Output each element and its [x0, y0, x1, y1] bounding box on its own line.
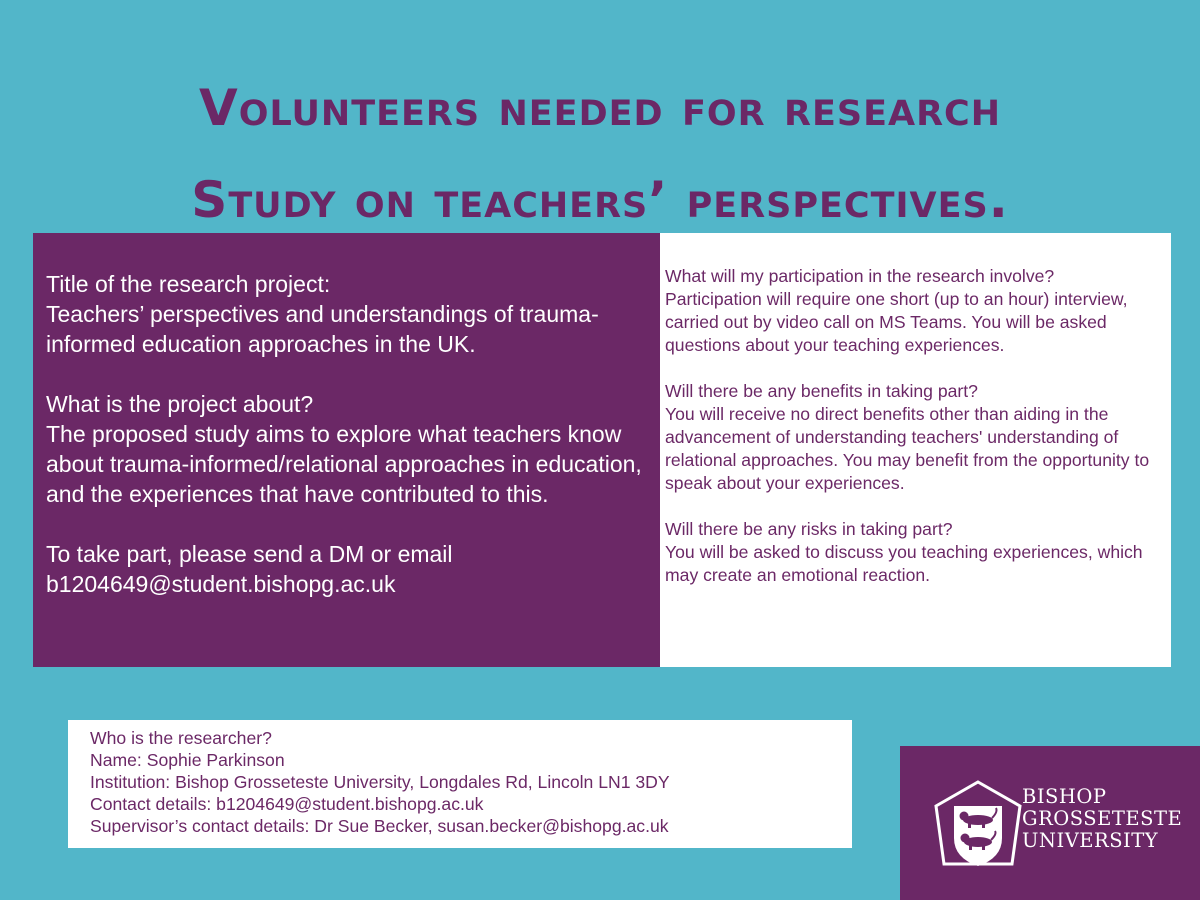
faq-question-risks: Will there be any risks in taking part? — [665, 519, 953, 539]
faq-answer-participation: Participation will require one short (up to an hour) interview, carried out by video call on MS Teams. You will be asked questions about your teaching experiences. — [665, 289, 1128, 355]
project-title-text: Teachers’ perspectives and understandings of trauma-informed education approaches in the UK. — [46, 301, 599, 357]
project-about-label: What is the project about? — [46, 391, 314, 417]
project-title-label: Title of the research project: — [46, 271, 331, 297]
headline-line-1: Volunteers needed for research — [198, 79, 1002, 137]
researcher-institution: Institution: Bishop Grosseteste University, Longdales Rd, Lincoln LN1 3DY — [90, 772, 670, 792]
lions-shield-icon — [928, 776, 1028, 876]
researcher-contact[interactable]: Contact details: b1204649@student.bishopg.ac.uk — [90, 794, 484, 814]
call-to-action-email[interactable]: b1204649@student.bishopg.ac.uk — [46, 571, 396, 597]
university-name-line-1: BISHOP — [1022, 785, 1107, 808]
university-name-line-3: UNIVERSITY — [1022, 829, 1159, 852]
university-name — [1022, 786, 1182, 852]
project-info-panel — [33, 233, 660, 667]
headline-line-2: Study on teachers’ perspectives. — [191, 171, 1009, 229]
call-to-action-text: To take part, please send a DM or email — [46, 541, 453, 567]
researcher-name: Name: Sophie Parkinson — [90, 750, 285, 770]
participation-faq-panel — [660, 233, 1171, 667]
faq-answer-risks: You will be asked to discuss you teaching experiences, which may create an emotional reaction. — [665, 542, 1143, 585]
university-logo — [900, 746, 1200, 900]
researcher-heading: Who is the researcher? — [90, 728, 272, 748]
researcher-info-box — [68, 720, 852, 848]
faq-question-participation: What will my participation in the research involve? — [665, 266, 1055, 286]
supervisor-contact[interactable]: Supervisor’s contact details: Dr Sue Becker, susan.becker@bishopg.ac.uk — [90, 816, 669, 836]
faq-question-benefits: Will there be any benefits in taking part? — [665, 381, 978, 401]
project-about-text: The proposed study aims to explore what teachers know about trauma-informed/relational approaches in education, and the experiences that have contributed to this. — [46, 421, 642, 507]
university-name-line-2: GROSSETESTE — [1022, 807, 1183, 830]
faq-answer-benefits: You will receive no direct benefits other than aiding in the advancement of understanding teachers' understanding of relational approaches. You may benefit from the opportunity to speak about your experiences. — [665, 404, 1150, 493]
poster-headline — [40, 62, 1160, 246]
